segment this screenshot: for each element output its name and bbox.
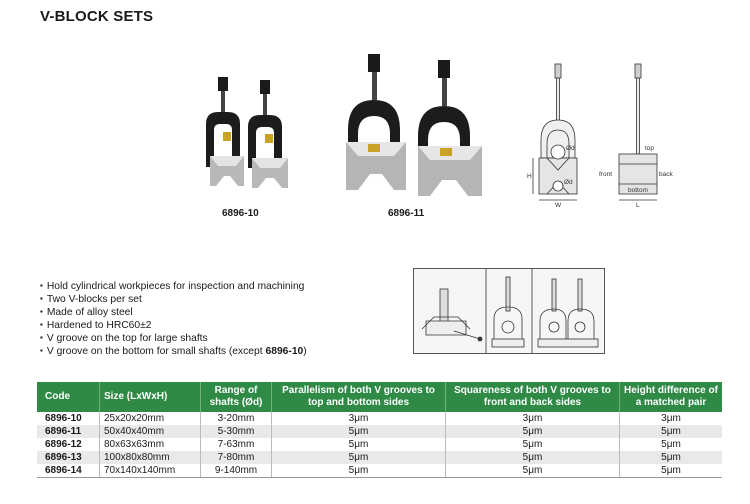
vblock-6896-10-photo: [196, 72, 292, 194]
diagram-label-w: W: [555, 202, 562, 208]
cell-code: 6896-10: [37, 412, 100, 425]
cell-code: 6896-14: [37, 464, 100, 478]
cell-height-difference: 5μm: [620, 425, 723, 438]
table-header-row: [37, 382, 722, 412]
cell-parallelism: 5μm: [272, 464, 446, 478]
column-header-range: Range of shafts (Ød): [201, 382, 272, 412]
diagram-label-l: L: [636, 202, 640, 208]
cell-size: 25x20x20mm: [100, 412, 201, 425]
vblock-6896-11-photo: [340, 52, 490, 200]
diagram-label-d1: Ød: [566, 145, 575, 152]
diagram-label-d2: Ød: [564, 179, 573, 186]
cell-size: 70x140x140mm: [100, 464, 201, 478]
column-header-code: Code: [37, 382, 100, 412]
cell-squareness: 5μm: [446, 438, 620, 451]
feature-item: ▪ Made of alloy steel: [40, 306, 307, 319]
feature-list: [40, 280, 307, 358]
cell-height-difference: 5μm: [620, 451, 723, 464]
cell-size: 50x40x40mm: [100, 425, 201, 438]
cell-size: 80x63x63mm: [100, 438, 201, 451]
feature-emph: 6896-10: [265, 346, 304, 357]
table-row: [37, 464, 722, 478]
diagram-label-top: top: [645, 145, 655, 152]
cell-squareness: 3μm: [446, 412, 620, 425]
cell-range: 7-63mm: [201, 438, 272, 451]
table-row: [37, 412, 722, 425]
feature-text: V groove on the bottom for small shafts (except: [46, 346, 266, 357]
column-header-size: Size (LxWxH): [100, 382, 201, 412]
feature-item: ▪ V groove on the top for large shafts: [40, 332, 307, 345]
table-row: [37, 425, 722, 438]
column-header-parallelism: Parallelism of both V grooves to top and bottom sides: [272, 382, 446, 412]
dimension-diagram: [525, 58, 675, 208]
diagram-label-h: H: [527, 173, 532, 180]
cell-code: 6896-13: [37, 451, 100, 464]
cell-height-difference: 5μm: [620, 464, 723, 478]
cell-height-difference: 5μm: [620, 438, 723, 451]
cell-parallelism: 5μm: [272, 451, 446, 464]
model-caption: 6896-11: [388, 208, 425, 219]
table-row: [37, 438, 722, 451]
feature-item: ▪ Hardened to HRC60±2: [40, 319, 307, 332]
cell-squareness: 5μm: [446, 464, 620, 478]
cell-squareness: 5μm: [446, 451, 620, 464]
cell-height-difference: 3μm: [620, 412, 723, 425]
cell-parallelism: 3μm: [272, 412, 446, 425]
model-caption: 6896-10: [222, 208, 259, 219]
diagram-label-back: back: [659, 171, 673, 178]
table-row: [37, 451, 722, 464]
feature-tail: ): [303, 346, 307, 357]
cell-code: 6896-11: [37, 425, 100, 438]
cell-code: 6896-12: [37, 438, 100, 451]
cell-range: 7-80mm: [201, 451, 272, 464]
feature-item: [40, 345, 307, 358]
cell-parallelism: 5μm: [272, 438, 446, 451]
column-header-squareness: Squareness of both V grooves to front and back sides: [446, 382, 620, 412]
cell-squareness: 5μm: [446, 425, 620, 438]
cell-range: 9-140mm: [201, 464, 272, 478]
cell-size: 100x80x80mm: [100, 451, 201, 464]
diagram-label-front: front: [599, 171, 613, 178]
feature-item: ▪ Hold cylindrical workpieces for inspection and machining: [40, 280, 307, 293]
cell-range: 3-20mm: [201, 412, 272, 425]
diagram-label-bottom: bottom: [628, 187, 648, 194]
cell-parallelism: 5μm: [272, 425, 446, 438]
column-header-height-difference: Height difference of a matched pair: [620, 382, 723, 412]
feature-item: ▪ Two V-blocks per set: [40, 293, 307, 306]
page-title: V-BLOCK SETS: [40, 8, 154, 25]
spec-table: [37, 382, 722, 478]
usage-illustration: [413, 268, 605, 354]
cell-range: 5-30mm: [201, 425, 272, 438]
